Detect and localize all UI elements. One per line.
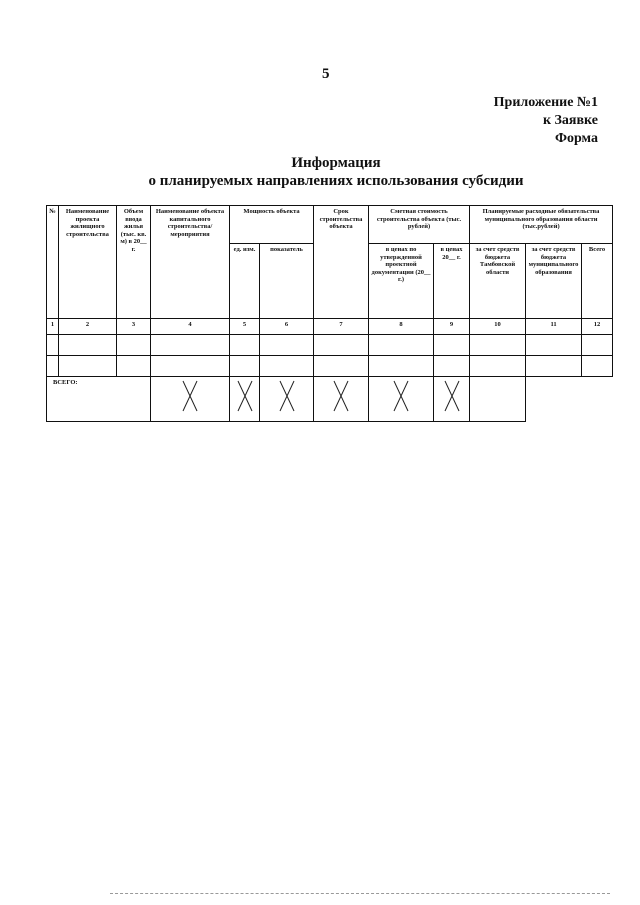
crossed-cell — [230, 377, 260, 422]
table-row — [47, 335, 613, 356]
appendix-line-1: Приложение №1 — [493, 95, 598, 110]
empty-cell — [470, 356, 526, 377]
empty-cell — [582, 335, 613, 356]
total-label: ВСЕГО: — [47, 377, 151, 422]
page-number: 5 — [322, 66, 330, 82]
header-object-name: Наименование объекта капитального строительства/мероприятия — [151, 206, 230, 319]
column-number: 6 — [260, 319, 314, 335]
column-number: 9 — [434, 319, 470, 335]
empty-cell — [47, 356, 59, 377]
crossed-cell — [151, 377, 230, 422]
empty-cell — [369, 356, 434, 377]
subsidy-table — [46, 205, 613, 422]
empty-cell — [151, 335, 230, 356]
empty-cell — [260, 356, 314, 377]
empty-cell — [526, 356, 582, 377]
empty-cell — [117, 335, 151, 356]
header-no: № — [47, 206, 59, 319]
cross-out-mark — [391, 379, 411, 413]
empty-cell — [434, 356, 470, 377]
header-housing-volume: Объем ввода жилья (тыс. кв. м) в 20__ г. — [117, 206, 151, 319]
header-cost-current: в ценах 20__ г. — [434, 244, 470, 319]
cross-out-mark — [235, 379, 255, 413]
header-planned-expenses: Планируемые расходные обязательства муниципального образования области (тыс.рублей) — [470, 206, 613, 244]
empty-cell — [59, 335, 117, 356]
column-number: 11 — [526, 319, 582, 335]
title-line-2: о планируемых направлениях использования субсидии — [148, 173, 524, 189]
empty-cell — [434, 335, 470, 356]
empty-cell — [369, 335, 434, 356]
document-title — [0, 154, 640, 190]
header-expenses-regional: за счет средств бюджета Тамбовской области — [470, 244, 526, 319]
empty-cell — [526, 335, 582, 356]
crossed-cell — [369, 377, 434, 422]
column-number: 7 — [314, 319, 369, 335]
empty-cell — [260, 335, 314, 356]
appendix-line-3: Форма — [554, 131, 598, 146]
empty-cell — [59, 356, 117, 377]
title-line-1: Информация — [291, 155, 381, 171]
header-capacity-indicator: показатель — [260, 244, 314, 319]
appendix-heading — [494, 94, 598, 148]
cross-out-mark — [180, 379, 200, 413]
footer-scan-line — [110, 893, 610, 895]
header-expenses-municipal: за счет средств бюджета муниципального образования — [526, 244, 582, 319]
crossed-cell — [314, 377, 369, 422]
column-number: 8 — [369, 319, 434, 335]
column-number: 3 — [117, 319, 151, 335]
cross-out-mark — [442, 379, 462, 413]
header-expenses-total: Всего — [582, 244, 613, 319]
empty-cell — [117, 356, 151, 377]
header-estimated-cost: Сметная стоимость строительства объекта (тыс. рублей) — [369, 206, 470, 244]
empty-cell — [314, 335, 369, 356]
column-number: 2 — [59, 319, 117, 335]
empty-cell — [151, 356, 230, 377]
header-construction-period: Срок строительства объекта — [314, 206, 369, 319]
cross-out-mark — [331, 379, 351, 413]
header-project-name: Наименование проекта жилищного строительства — [59, 206, 117, 319]
empty-cell — [582, 356, 613, 377]
header-capacity-unit: ед. изм. — [230, 244, 260, 319]
total-row — [47, 377, 613, 422]
column-number: 4 — [151, 319, 230, 335]
column-number: 12 — [582, 319, 613, 335]
empty-cell — [470, 335, 526, 356]
total-cell — [470, 377, 526, 422]
crossed-cell — [434, 377, 470, 422]
column-number: 10 — [470, 319, 526, 335]
column-number-row — [47, 319, 613, 335]
empty-space — [526, 377, 613, 422]
empty-cell — [230, 356, 260, 377]
empty-cell — [230, 335, 260, 356]
header-capacity: Мощность объекта — [230, 206, 314, 244]
header-row-1 — [47, 206, 613, 244]
crossed-cell — [260, 377, 314, 422]
cross-out-mark — [277, 379, 297, 413]
column-number: 5 — [230, 319, 260, 335]
empty-cell — [47, 335, 59, 356]
header-cost-approved: в ценах по утвержденной проектной документации (20__ г.) — [369, 244, 434, 319]
column-number: 1 — [47, 319, 59, 335]
table-row — [47, 356, 613, 377]
empty-cell — [314, 356, 369, 377]
appendix-line-2: к Заявке — [542, 113, 598, 128]
